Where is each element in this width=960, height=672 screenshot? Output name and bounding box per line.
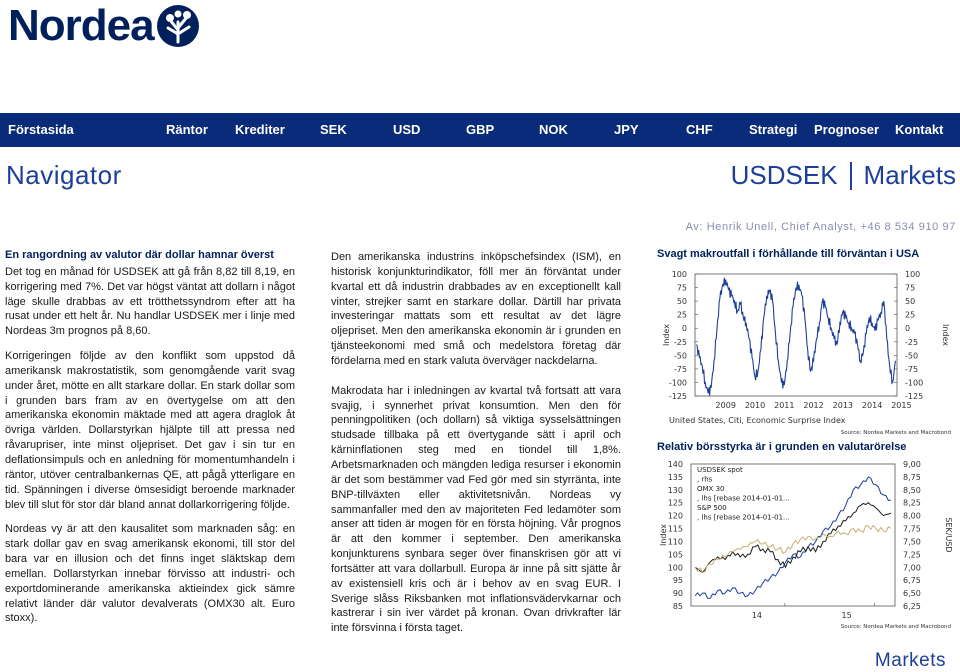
y-tick-label-left: 95 [672, 576, 683, 586]
y-tick-label-left: 100 [671, 270, 687, 279]
y-tick-label-right: 7,75 [903, 524, 921, 534]
section-title-sub: Markets [863, 160, 956, 190]
nav-nok[interactable]: NOK [539, 122, 568, 137]
y-tick-label-left: 105 [667, 550, 683, 560]
x-tick-label: 2014 [861, 401, 883, 410]
y-tick-label-right: -75 [905, 364, 919, 374]
x-tick-label: 15 [841, 611, 852, 620]
paragraph: Den amerikanska industrins inköpschefsindex (ISM), en historisk konjunkturindikator, föll mer än förväntat under kvartal ett då industrin drabbades av en exceptionellt kall vinter, strejker samt en starkare dollar. Därtill har privata investeringar mattats som ett resultat av det lägre oljepriset. Men den amerikanska ekonomin är i grunden en tjänsteekonomi med små och medelstora företag där fördelarna med en stark valuta överväger nackdelarna. [331, 251, 621, 367]
nav-krediter[interactable]: Krediter [235, 122, 285, 137]
nav-gbp[interactable]: GBP [466, 122, 495, 137]
y-tick-label-right: 6,50 [903, 589, 921, 599]
y-tick-label-right: -25 [905, 337, 919, 347]
x-tick-label: 2011 [774, 401, 795, 410]
chart-1 [655, 264, 955, 440]
x-tick-label: 14 [751, 611, 762, 620]
y-tick-label-left: 110 [667, 537, 683, 547]
y-tick-label-right: 9,00 [903, 460, 921, 469]
y-tick-label-right: 100 [905, 270, 921, 279]
y-tick-label-right: 6,75 [903, 576, 921, 586]
source-note: Source: Nordea Markets and Macrobond [840, 430, 951, 436]
y-axis-label-left: Index [659, 523, 668, 547]
nav-forstasida[interactable]: Förstasida [8, 122, 74, 137]
y-tick-label-left: 0 [681, 324, 687, 334]
article-heading: En rangordning av valutor där dollar hamnar överst [5, 249, 274, 261]
y-tick-label-left: 135 [667, 472, 683, 482]
y-tick-label-left: 125 [667, 498, 683, 508]
title-divider [850, 162, 852, 190]
nav-kontakt[interactable]: Kontakt [895, 122, 944, 137]
y-axis-label-left: Index [662, 323, 671, 347]
y-tick-label-left: -100 [668, 378, 687, 388]
y-tick-label-right: 7,25 [903, 550, 921, 560]
y-tick-label-left: 130 [667, 485, 683, 495]
y-tick-label-right: 8,25 [903, 498, 921, 508]
nav-sek[interactable]: SEK [320, 122, 347, 137]
y-tick-label-left: -50 [673, 351, 687, 361]
source-note: Source: Nordea Markets and Macrobond [840, 624, 951, 630]
paragraph: Makrodata har i inledningen av kvartal två fortsatt att vara svajig, i synnerhet privat konsumtion. Men den för penningpolitiken (och dollarn) så viktiga sysselsättningen studsade tillbaka på ett övertygande sätt i april och kärninflationen steg med en tiondel till 1,8%. Arbetsmarknaden och mängden lediga resurser i ekonomin är det som bestämmer vad Fed gör med sin styrränta, inte BNP-tillväxten eller aktivitetsnivån. Nordeas vy sammanfaller med den av majoriteten Fed ledamöter som anser att tiden är mogen för en första höjning. Vår prognos är att den kommer i september. Den amerikanska konjunkturens synbara seger över finanskrisen gör att vi fortsätter att vara dollarbull. Europa är inne på sitt sjätte år av existensiell kris och är i behov av en svag EUR. I Sverige slåss Riksbanken mot inflationsvädervkarnar och kastrerar i sin iver värdet på kronan. Ovan drivkrafter lär inte försvinna i första taget. [331, 384, 621, 635]
nav-jpy[interactable]: JPY [614, 122, 639, 137]
paragraph: Korrigeringen följde av den konflikt som uppstod då amerikansk makrostatistik, som genomgående varit svag under året, mötte en allt starkare dollar. En stark dollar som i grunden bars fram av en övertygelse om att den amerikanska ekonomin mäktade med att agera draglok åt övriga världen. Dollarstyrkan hjälpte till att pressa ned råvarupriser, inte minst oljepriset. Det gav i sin tur en deflationsimpuls och en anledning för momentumhandeln i räntor, utöver centralbankernas QE, att pågå ytterligare en tid. Spänningen i diverse ömsesidigt beroende marknader blev till slut för stor där bland annat dollarkorrigering följde. [5, 350, 295, 511]
nav-rantor[interactable]: Räntor [166, 122, 208, 137]
article-column-2 [331, 250, 621, 651]
legend-entry: , lhs [rebase 2014-01-01... [697, 494, 790, 503]
x-tick-label: 2013 [832, 401, 854, 410]
y-axis-label-right: Index [941, 323, 950, 347]
y-tick-label-left: 115 [667, 524, 683, 534]
article-column-1 [5, 248, 295, 636]
legend-entry: , rhs [697, 475, 713, 484]
y-tick-label-left: 140 [667, 460, 683, 469]
legend-entry: S&P 500 [697, 504, 727, 512]
nav-strategi[interactable]: Strategi [749, 122, 798, 137]
y-tick-label-right: 7,00 [903, 563, 921, 573]
logo-text: Nordea [8, 1, 154, 50]
legend-entry: USDSEK spot [697, 466, 743, 474]
section-title [731, 160, 956, 191]
paragraph: Det tog en månad för USDSEK att gå från 8,82 till 8,19, en korrigering med 7%. Det var högst väntat att dollarn i något läge skulle drabbas av ett trötthetssyndrom efter att ha rusat under ett helt år. Nu handlar USDSEK mer i linje med Nordeas 3m prognos på 8,60. [5, 265, 295, 338]
x-tick-label: 2010 [744, 401, 766, 410]
y-tick-label-right: -50 [905, 351, 919, 361]
footer-brand: Markets [874, 650, 946, 671]
y-tick-label-left: 50 [676, 297, 687, 307]
nordea-logo[interactable] [8, 2, 200, 50]
chart-2-title: Relativ börsstyrka är i grunden en valutarörelse [657, 441, 907, 453]
x-tick-label: 2015 [891, 401, 912, 410]
y-tick-label-right: 75 [905, 283, 916, 293]
y-tick-label-right: 0 [905, 324, 911, 334]
chart-2 [655, 458, 955, 630]
section-title-main: USDSEK [730, 160, 838, 190]
y-tick-label-right: 8,00 [903, 511, 921, 521]
page-title: Navigator [6, 160, 122, 190]
y-tick-label-right: 50 [905, 297, 916, 307]
y-tick-label-right: 6,25 [903, 602, 921, 611]
series-line-s-p-500 [695, 525, 891, 572]
y-tick-label-left: 75 [676, 283, 687, 293]
paragraph: Nordeas vy är att den kausalitet som marknaden såg: en stark dollar gav en svag amerikansk ekonomi, till stor del bara var en illusion och det finns inget släktskap dem emellan. Dollarstyrkan innebar förvisso att industri- och exportdominerande amerikanska aktieindex gick sämre relativt länder där valutor devalverats (OMX30 alt. Euro stoxx). [5, 523, 295, 625]
y-tick-label-right: 8,75 [903, 472, 921, 482]
series-line-economic-surprise [697, 278, 896, 396]
y-tick-label-right: 25 [905, 310, 916, 320]
y-tick-label-left: 100 [667, 563, 683, 573]
legend-entry: United States, Citi, Economic Surprise Index [669, 416, 846, 425]
y-tick-label-left: -25 [673, 337, 687, 347]
nav-usd[interactable]: USD [393, 122, 421, 137]
y-tick-label-left: -75 [673, 364, 687, 374]
y-tick-label-left: 85 [672, 602, 683, 611]
nordea-tree-icon [156, 4, 200, 48]
x-tick-label: 2012 [803, 401, 824, 410]
plot-frame [695, 274, 897, 396]
main-nav [0, 113, 960, 147]
y-tick-label-left: -125 [668, 392, 687, 401]
author-line: Av: Henrik Unell, Chief Analyst, +46 8 534 910 97 [685, 221, 956, 233]
legend-entry: , lhs [rebase 2014-01-01... [697, 513, 790, 522]
legend-entry: OMX 30 [697, 485, 725, 493]
y-tick-label-right: -100 [905, 378, 924, 388]
y-tick-label-left: 90 [672, 589, 683, 599]
y-axis-label-right: SEK/USD [944, 517, 953, 553]
x-tick-label: 2009 [715, 401, 736, 410]
nav-prognoser[interactable]: Prognoser [814, 122, 880, 137]
nav-chf[interactable]: CHF [686, 122, 713, 137]
y-tick-label-left: 25 [676, 310, 687, 320]
y-tick-label-left: 120 [667, 511, 683, 521]
y-tick-label-right: -125 [905, 392, 924, 401]
y-tick-label-right: 7,50 [903, 537, 921, 547]
y-tick-label-right: 8,50 [903, 485, 921, 495]
chart-1-title: Svagt makroutfall i förhållande till förväntan i USA [657, 248, 920, 260]
